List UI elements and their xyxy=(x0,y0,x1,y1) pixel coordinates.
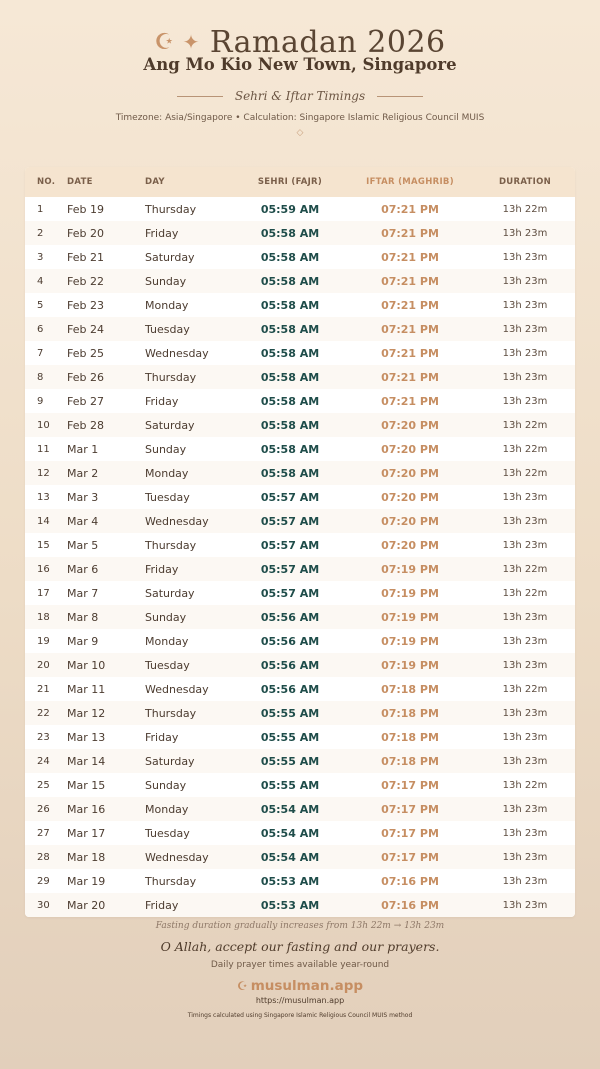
table-row xyxy=(25,365,575,389)
cell-duration: 13h 23m xyxy=(502,539,548,551)
cell-sehri: 05:57 AM xyxy=(260,490,320,504)
cell-duration: 13h 23m xyxy=(502,347,548,359)
cell-sehri: 05:54 AM xyxy=(260,802,320,816)
cell-no: 23 xyxy=(37,731,50,743)
cell-duration: 13h 23m xyxy=(502,899,548,911)
cell-iftar: 07:21 PM xyxy=(381,298,439,312)
cell-duration: 13h 23m xyxy=(502,491,548,503)
cell-no: 4 xyxy=(37,275,44,287)
star-icon: ✦ xyxy=(182,30,200,54)
subtitle-row xyxy=(0,87,600,105)
cell-date: Feb 27 xyxy=(67,394,104,408)
cell-iftar: 07:17 PM xyxy=(381,778,439,792)
cell-day: Thursday xyxy=(145,202,197,216)
cell-duration: 13h 23m xyxy=(502,659,548,671)
cell-duration: 13h 23m xyxy=(502,251,548,263)
cell-date: Mar 16 xyxy=(67,802,106,816)
cell-day: Monday xyxy=(145,466,189,480)
cell-duration: 13h 22m xyxy=(502,587,548,599)
cell-duration: 13h 23m xyxy=(502,731,548,743)
cell-date: Mar 6 xyxy=(67,562,99,576)
table-row xyxy=(25,485,575,509)
cell-no: 11 xyxy=(37,443,50,455)
cell-no: 10 xyxy=(37,419,50,431)
cell-date: Mar 13 xyxy=(67,730,106,744)
crescent-icon: ☪ xyxy=(154,29,175,55)
cell-date: Mar 19 xyxy=(67,874,106,888)
cell-duration: 13h 22m xyxy=(502,467,548,479)
cell-duration: 13h 22m xyxy=(502,419,548,431)
cell-no: 14 xyxy=(37,515,50,527)
cell-day: Sunday xyxy=(145,442,187,456)
cell-iftar: 07:21 PM xyxy=(381,394,439,408)
cell-duration: 13h 23m xyxy=(502,803,548,815)
cell-date: Mar 8 xyxy=(67,610,99,624)
cell-no: 13 xyxy=(37,491,50,503)
cell-day: Thursday xyxy=(145,874,197,888)
cell-date: Mar 7 xyxy=(67,586,99,600)
cell-sehri: 05:53 AM xyxy=(260,874,320,888)
cell-duration: 13h 23m xyxy=(502,395,548,407)
cell-sehri: 05:58 AM xyxy=(260,370,320,384)
cell-date: Feb 22 xyxy=(67,274,104,288)
cell-date: Mar 15 xyxy=(67,778,106,792)
cell-no: 2 xyxy=(37,227,44,239)
cell-duration: 13h 23m xyxy=(502,875,548,887)
table-row xyxy=(25,317,575,341)
cell-duration: 13h 22m xyxy=(502,203,548,215)
cell-no: 12 xyxy=(37,467,50,479)
subtitle: Sehri & Iftar Timings xyxy=(234,89,366,103)
cell-iftar: 07:17 PM xyxy=(381,826,439,840)
cell-duration: 13h 23m xyxy=(502,851,548,863)
header-no: NO. xyxy=(37,177,56,187)
cell-sehri: 05:58 AM xyxy=(260,442,320,456)
cell-iftar: 07:19 PM xyxy=(381,658,439,672)
cell-iftar: 07:18 PM xyxy=(381,754,439,768)
cell-day: Friday xyxy=(145,226,179,240)
cell-iftar: 07:16 PM xyxy=(381,898,439,912)
cell-no: 18 xyxy=(37,611,50,623)
dua-text: O Allah, accept our fasting and our prayers. xyxy=(160,939,440,954)
location-title: Ang Mo Kio New Town, Singapore xyxy=(143,55,457,74)
calculation-meta: Timezone: Asia/Singapore • Calculation: Singapore Islamic Religious Council MUIS xyxy=(115,113,485,123)
cell-iftar: 07:20 PM xyxy=(381,538,439,552)
cell-iftar: 07:18 PM xyxy=(381,706,439,720)
cell-no: 21 xyxy=(37,683,50,695)
table-row xyxy=(25,533,575,557)
table-row xyxy=(25,437,575,461)
table-row xyxy=(25,605,575,629)
cell-day: Sunday xyxy=(145,274,187,288)
cell-date: Mar 10 xyxy=(67,658,106,672)
table-row xyxy=(25,725,575,749)
cell-iftar: 07:20 PM xyxy=(381,490,439,504)
header-day: DAY xyxy=(145,177,165,187)
cell-sehri: 05:56 AM xyxy=(260,610,320,624)
cell-sehri: 05:54 AM xyxy=(260,826,320,840)
cell-duration: 13h 23m xyxy=(502,299,548,311)
cell-date: Feb 28 xyxy=(67,418,104,432)
cell-no: 20 xyxy=(37,659,50,671)
cell-iftar: 07:19 PM xyxy=(381,634,439,648)
timings-table xyxy=(25,167,575,917)
cell-sehri: 05:53 AM xyxy=(260,898,320,912)
cell-sehri: 05:56 AM xyxy=(260,634,320,648)
table-row xyxy=(25,581,575,605)
cell-iftar: 07:20 PM xyxy=(381,418,439,432)
cell-day: Thursday xyxy=(145,370,197,384)
cell-no: 19 xyxy=(37,635,50,647)
cell-iftar: 07:21 PM xyxy=(381,346,439,360)
cell-day: Sunday xyxy=(145,778,187,792)
cell-day: Friday xyxy=(145,898,179,912)
table-row xyxy=(25,341,575,365)
cell-sehri: 05:58 AM xyxy=(260,274,320,288)
cell-date: Mar 1 xyxy=(67,442,99,456)
cell-sehri: 05:58 AM xyxy=(260,250,320,264)
table-row xyxy=(25,413,575,437)
header-sehri: SEHRI (FAJR) xyxy=(257,177,323,187)
page-header xyxy=(0,24,600,139)
cell-date: Mar 9 xyxy=(67,634,99,648)
cell-duration: 13h 22m xyxy=(502,563,548,575)
brand-link[interactable] xyxy=(0,977,600,995)
cell-iftar: 07:16 PM xyxy=(381,874,439,888)
cell-date: Mar 18 xyxy=(67,850,106,864)
table-row xyxy=(25,773,575,797)
cell-date: Feb 26 xyxy=(67,370,104,384)
cell-iftar: 07:17 PM xyxy=(381,802,439,816)
cell-date: Mar 5 xyxy=(67,538,99,552)
table-row xyxy=(25,293,575,317)
cell-no: 9 xyxy=(37,395,44,407)
table-row xyxy=(25,509,575,533)
cell-no: 25 xyxy=(37,779,50,791)
cell-sehri: 05:58 AM xyxy=(260,466,320,480)
cell-day: Monday xyxy=(145,802,189,816)
cell-no: 8 xyxy=(37,371,44,383)
cell-duration: 13h 23m xyxy=(502,611,548,623)
cell-day: Tuesday xyxy=(145,658,190,672)
table-row xyxy=(25,749,575,773)
cell-iftar: 07:19 PM xyxy=(381,586,439,600)
cell-date: Feb 23 xyxy=(67,298,104,312)
cell-day: Tuesday xyxy=(145,826,190,840)
cell-sehri: 05:56 AM xyxy=(260,658,320,672)
table-row xyxy=(25,845,575,869)
cell-day: Wednesday xyxy=(145,850,209,864)
cell-no: 30 xyxy=(37,899,50,911)
cell-no: 22 xyxy=(37,707,50,719)
cell-duration: 13h 23m xyxy=(502,323,548,335)
divider-right xyxy=(377,96,423,97)
cell-no: 3 xyxy=(37,251,44,263)
cell-date: Feb 24 xyxy=(67,322,104,336)
diamond-icon: ◇ xyxy=(296,128,304,138)
brand-name: musulman.app xyxy=(250,978,364,994)
table-row xyxy=(25,701,575,725)
cell-sehri: 05:57 AM xyxy=(260,514,320,528)
cell-iftar: 07:20 PM xyxy=(381,466,439,480)
cell-sehri: 05:55 AM xyxy=(260,778,320,792)
cell-date: Mar 11 xyxy=(67,682,106,696)
cell-day: Thursday xyxy=(145,538,197,552)
method-note: Timings calculated using Singapore Islamic Religious Council MUIS method xyxy=(187,1012,413,1019)
cell-iftar: 07:18 PM xyxy=(381,682,439,696)
cell-duration: 13h 22m xyxy=(502,779,548,791)
cell-date: Feb 19 xyxy=(67,202,104,216)
availability-text: Daily prayer times available year-round xyxy=(210,960,390,970)
cell-day: Sunday xyxy=(145,610,187,624)
cell-day: Saturday xyxy=(145,250,195,264)
cell-no: 1 xyxy=(37,203,44,215)
cell-date: Mar 4 xyxy=(67,514,99,528)
page-footer xyxy=(0,919,600,1021)
cell-duration: 13h 23m xyxy=(502,635,548,647)
cell-day: Saturday xyxy=(145,418,195,432)
cell-date: Mar 20 xyxy=(67,898,106,912)
cell-sehri: 05:57 AM xyxy=(260,562,320,576)
cell-no: 6 xyxy=(37,323,44,335)
table-body xyxy=(25,197,575,917)
crescent-icon: ☪ xyxy=(236,979,248,993)
page-title: Ramadan 2026 xyxy=(209,24,446,60)
cell-day: Wednesday xyxy=(145,346,209,360)
cell-iftar: 07:21 PM xyxy=(381,250,439,264)
cell-duration: 13h 23m xyxy=(502,371,548,383)
cell-sehri: 05:56 AM xyxy=(260,682,320,696)
cell-day: Saturday xyxy=(145,586,195,600)
cell-sehri: 05:58 AM xyxy=(260,322,320,336)
cell-day: Monday xyxy=(145,634,189,648)
brand-url[interactable]: https://musulman.app xyxy=(255,996,345,1005)
table-row xyxy=(25,677,575,701)
divider-left xyxy=(177,96,223,97)
cell-no: 7 xyxy=(37,347,44,359)
duration-note: Fasting duration gradually increases from 13h 22m → 13h 23m xyxy=(155,921,445,931)
cell-day: Thursday xyxy=(145,706,197,720)
cell-iftar: 07:21 PM xyxy=(381,226,439,240)
cell-date: Mar 12 xyxy=(67,706,106,720)
cell-duration: 13h 23m xyxy=(502,755,548,767)
cell-duration: 13h 23m xyxy=(502,707,548,719)
cell-day: Friday xyxy=(145,562,179,576)
cell-duration: 13h 22m xyxy=(502,443,548,455)
table-row xyxy=(25,629,575,653)
cell-day: Monday xyxy=(145,298,189,312)
cell-sehri: 05:55 AM xyxy=(260,706,320,720)
cell-duration: 13h 23m xyxy=(502,515,548,527)
cell-iftar: 07:20 PM xyxy=(381,514,439,528)
table-row xyxy=(25,557,575,581)
table-row xyxy=(25,893,575,917)
table-row xyxy=(25,821,575,845)
cell-duration: 13h 23m xyxy=(502,827,548,839)
table-row xyxy=(25,797,575,821)
cell-no: 29 xyxy=(37,875,50,887)
cell-iftar: 07:19 PM xyxy=(381,610,439,624)
cell-date: Feb 21 xyxy=(67,250,104,264)
cell-sehri: 05:58 AM xyxy=(260,346,320,360)
table-row xyxy=(25,389,575,413)
table-row xyxy=(25,197,575,221)
cell-sehri: 05:58 AM xyxy=(260,298,320,312)
header-date: DATE xyxy=(67,177,93,187)
table-row xyxy=(25,245,575,269)
cell-no: 15 xyxy=(37,539,50,551)
cell-iftar: 07:21 PM xyxy=(381,274,439,288)
cell-sehri: 05:57 AM xyxy=(260,586,320,600)
cell-iftar: 07:21 PM xyxy=(381,322,439,336)
cell-day: Wednesday xyxy=(145,682,209,696)
table-header xyxy=(25,167,575,197)
table-row xyxy=(25,869,575,893)
cell-duration: 13h 22m xyxy=(502,683,548,695)
cell-no: 27 xyxy=(37,827,50,839)
cell-no: 24 xyxy=(37,755,50,767)
cell-duration: 13h 23m xyxy=(502,227,548,239)
table-row xyxy=(25,653,575,677)
cell-iftar: 07:17 PM xyxy=(381,850,439,864)
header-iftar: IFTAR (MAGHRIB) xyxy=(366,177,454,187)
cell-sehri: 05:57 AM xyxy=(260,538,320,552)
cell-iftar: 07:21 PM xyxy=(381,202,439,216)
cell-day: Wednesday xyxy=(145,514,209,528)
cell-no: 17 xyxy=(37,587,50,599)
cell-sehri: 05:54 AM xyxy=(260,850,320,864)
cell-sehri: 05:58 AM xyxy=(260,226,320,240)
cell-sehri: 05:58 AM xyxy=(260,394,320,408)
cell-sehri: 05:59 AM xyxy=(260,202,320,216)
cell-day: Tuesday xyxy=(145,490,190,504)
table-row xyxy=(25,269,575,293)
cell-date: Mar 17 xyxy=(67,826,106,840)
cell-iftar: 07:18 PM xyxy=(381,730,439,744)
cell-no: 16 xyxy=(37,563,50,575)
cell-date: Mar 2 xyxy=(67,466,99,480)
cell-date: Feb 25 xyxy=(67,346,104,360)
cell-sehri: 05:58 AM xyxy=(260,418,320,432)
table-row xyxy=(25,461,575,485)
cell-sehri: 05:55 AM xyxy=(260,730,320,744)
cell-date: Feb 20 xyxy=(67,226,104,240)
cell-iftar: 07:21 PM xyxy=(381,370,439,384)
cell-date: Mar 14 xyxy=(67,754,106,768)
cell-day: Tuesday xyxy=(145,322,190,336)
cell-no: 5 xyxy=(37,299,44,311)
cell-duration: 13h 23m xyxy=(502,275,548,287)
cell-iftar: 07:19 PM xyxy=(381,562,439,576)
cell-sehri: 05:55 AM xyxy=(260,754,320,768)
cell-iftar: 07:20 PM xyxy=(381,442,439,456)
cell-no: 26 xyxy=(37,803,50,815)
cell-day: Saturday xyxy=(145,754,195,768)
cell-date: Mar 3 xyxy=(67,490,99,504)
header-duration: DURATION xyxy=(498,177,552,187)
cell-day: Friday xyxy=(145,394,179,408)
table-row xyxy=(25,221,575,245)
cell-no: 28 xyxy=(37,851,50,863)
cell-day: Friday xyxy=(145,730,179,744)
